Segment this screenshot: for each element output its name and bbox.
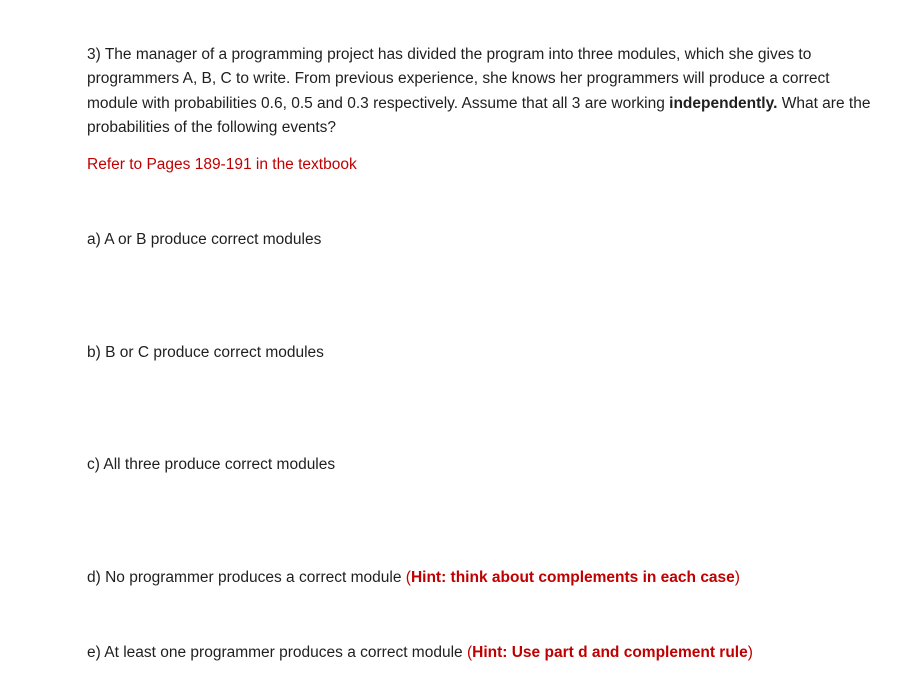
part-d-hint-text: Hint: think about complements in each case: [410, 569, 735, 586]
part-a-text: A or B produce correct modules: [104, 231, 322, 248]
part-a: [87, 228, 321, 252]
part-a-label: a): [87, 231, 101, 248]
part-e-label: e): [87, 644, 101, 661]
part-c-label: c): [87, 456, 100, 473]
part-d: [87, 566, 740, 590]
part-b-text: B or C produce correct modules: [105, 344, 324, 361]
problem-number: 3): [87, 46, 101, 63]
part-b: [87, 341, 324, 365]
part-d-hint-close: ): [734, 569, 740, 586]
part-c-text: All three produce correct modules: [103, 456, 336, 473]
part-d-hint: [406, 569, 740, 586]
part-d-hint-open: (: [405, 569, 411, 586]
part-d-label: d): [87, 569, 101, 586]
part-d-text: No programmer produces a correct module: [105, 569, 402, 586]
part-c: [87, 453, 335, 477]
textbook-reference: Refer to Pages 189-191 in the textbook: [87, 156, 357, 173]
problem-emphasis: independently.: [669, 94, 778, 112]
part-e-hint-text: Hint: Use part d and complement rule: [472, 644, 748, 661]
part-e-hint-close: ): [747, 644, 753, 661]
problem-text: The manager of a programming project has divided the program into three modules, which she gives to programmers A, B, C to write. From previous experience, she knows her programmers will produce a correct module with probabilities 0.6, 0.5 and 0.3 respectively. Assume that all 3 are working: [87, 46, 830, 112]
part-e-hint-open: (: [466, 644, 473, 661]
part-e: [87, 641, 753, 665]
problem-paragraph: [87, 43, 877, 140]
part-b-label: b): [87, 344, 101, 361]
part-e-hint: [467, 644, 753, 661]
problem-question: What are the probabilities of the following events?: [87, 94, 871, 136]
part-e-text: At least one programmer produces a correct module: [104, 644, 463, 661]
problem-statement: [87, 43, 877, 140]
